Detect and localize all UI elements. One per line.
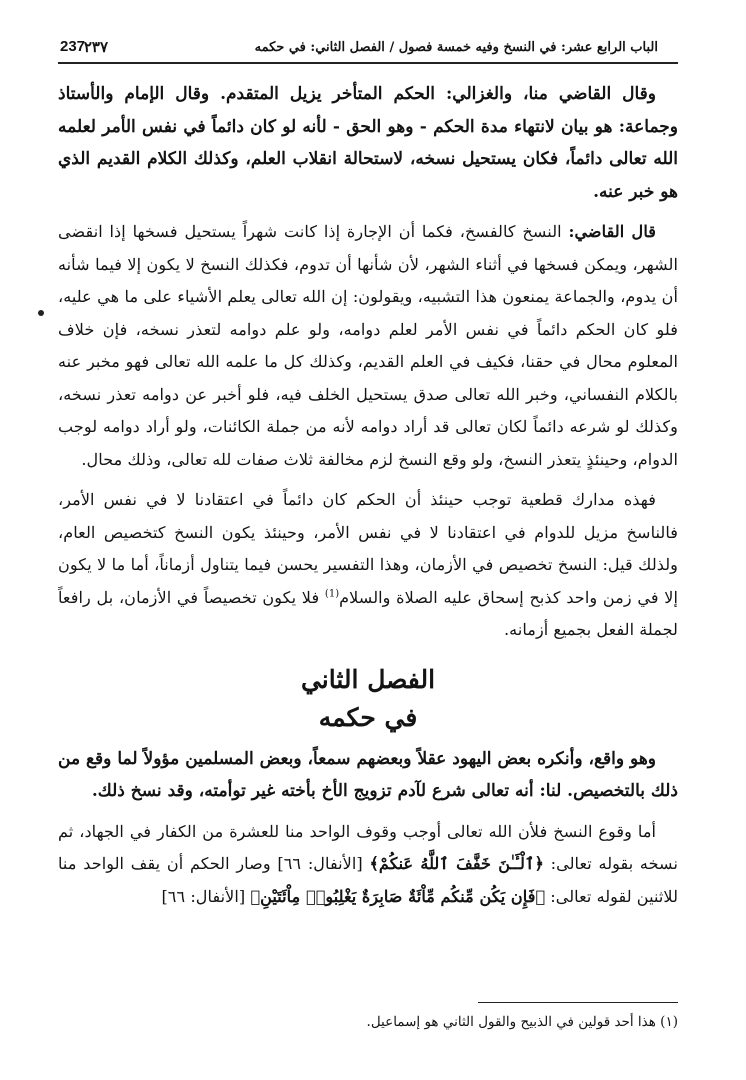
footnote-divider <box>478 1002 678 1003</box>
paragraph-4: وهو واقع، وأنكره بعض اليهود عقلاً وبعضهم سمعاً، وبعض المسلمين مؤولاً لما وقع من ذلك بالتخصيص. لنا: أنه تعالى شرع لآدم تزويج الأخ بأخته غير توأمته، وقد نسخ ذلك. <box>58 748 678 801</box>
chapter-heading <box>58 661 678 737</box>
paragraph-5 <box>58 816 678 914</box>
running-header <box>58 36 678 64</box>
paragraph-1: وقال القاضي منا، والغزالي: الحكم المتأخر يزيل المتقدم. وقال الإمام والأستاذ وجماعة: هو بيان لانتهاء مدة الحكم - وهو الحق - لأنه لو كان دائماً في نفس الأمر لعلمه الله تعالى دائماً، فكان يستحيل نسخه، لاستحالة انقلاب العلم، وكذلك الكلام القديم الذي هو خبر عنه. <box>58 84 678 202</box>
page-number-latin: 237 <box>60 38 86 55</box>
paragraph-3-text-a: فهذه مدارك قطعية توجب حينئذ أن الحكم كان دائماً في اعتقادنا لا في نفس الأمر، فالناسخ مزيل للدوام في اعتقادنا لا في نفس الأمر، وحينئذ يكون النسخ كتخصيص العام، ولذلك قيل: النسخ تخصيص في الأزمان، وهذا التفسير يحسن فيما يتناول أزماناً، أما ما لا يكون إلا في زمن واحد كذبح إسحاق عليه الصلاة والسلام <box>58 490 679 607</box>
running-title: الباب الرابع عشر: في النسخ وفيه خمسة فصول / الفصل الثاني: في حكمه <box>254 40 658 55</box>
paragraph-2-text: النسخ كالفسخ، فكما أن الإجارة إذا كانت شهراً يستحيل فسخها إذا انقضى الشهر، ويمكن فسخها في أثناء الشهر، لأن شأنها أن تدوم، فكذلك النسخ لا يكون إلا فيما شأنه أن يدوم، والجماعة يمنعون هذا التشبيه، ويقولون: إن الله تعالى يعلم الأشياء على ما هي عليه، فلو كان الحكم دائماً في نفس الأمر لعلم دوامه، ولو علم دوامه لتعذر نسخه، فإن خلاف المعلوم محال في حقنا، فكيف في العلم القديم، وكذلك كل ما علمه الله تعالى فهو مخبر عنه بالكلام النفساني، وخبر الله تعالى صدق يستحيل الخلف فيه، فلو أخبر عن دوامه تعذر نسخه، وكذلك لو شرعه دائماً لكان تعالى قد أراد دوامه لأنه من جملة الكائنات، ولو أراد دوامه لوجب الدوام، وحينئذٍ يتعذر النسخ، ولو وقع النسخ لزم مخالفة ثلاث صفات لله تعالى، وذلك محال. <box>58 222 678 469</box>
quran-verse-1: ﴿ٱلْـَٔـٰنَ خَفَّفَ ٱللَّهُ عَنكُمْ﴾ <box>369 854 544 873</box>
paragraph-2 <box>58 216 678 476</box>
paragraph-5-text-b: [الأنفال: ٦٦] وصار الحكم أن يقف الواحد منا للاثنين لقوله تعالى: <box>58 854 678 906</box>
chapter-subtitle: في حكمه <box>318 702 418 732</box>
page-number-arabic: ٢٣٧ <box>83 38 108 56</box>
footnotes-section <box>58 1002 678 1033</box>
margin-dot-mark <box>38 310 44 316</box>
paragraph-5-text-a: أما وقوع النسخ فلأن الله تعالى أوجب وقوف الواحد منا للعشرة من الكفار في الجهاد، ثم نسخه بقوله تعالى: <box>58 821 678 873</box>
footnote-reference-1[interactable]: (1) <box>324 588 340 600</box>
paragraph-5-text-c: [الأنفال: ٦٦] <box>161 886 251 906</box>
footnote-1: (١) هذا أحد قولين في الذبيح والقول الثاني هو إسماعيل. <box>366 1014 678 1030</box>
page-body <box>58 78 678 913</box>
paragraph-2-lead: قال القاضي: <box>568 222 656 241</box>
paragraph-3 <box>58 484 678 647</box>
document-page <box>58 36 678 1046</box>
chapter-title: الفصل الثاني <box>300 664 436 694</box>
quran-verse-2: ﴿فَإِن يَكُن مِّنكُم مِّاْئَةٌ صَابِرَةٌ يَغْلِبُوا۟ مِاْئَتَيْنِ﴾ <box>250 886 546 906</box>
paragraph-3-text-b: فلا يكون تخصيصاً في الأزمان، بل رافعاً لجملة الفعل بجميع أزمانه. <box>58 587 678 639</box>
